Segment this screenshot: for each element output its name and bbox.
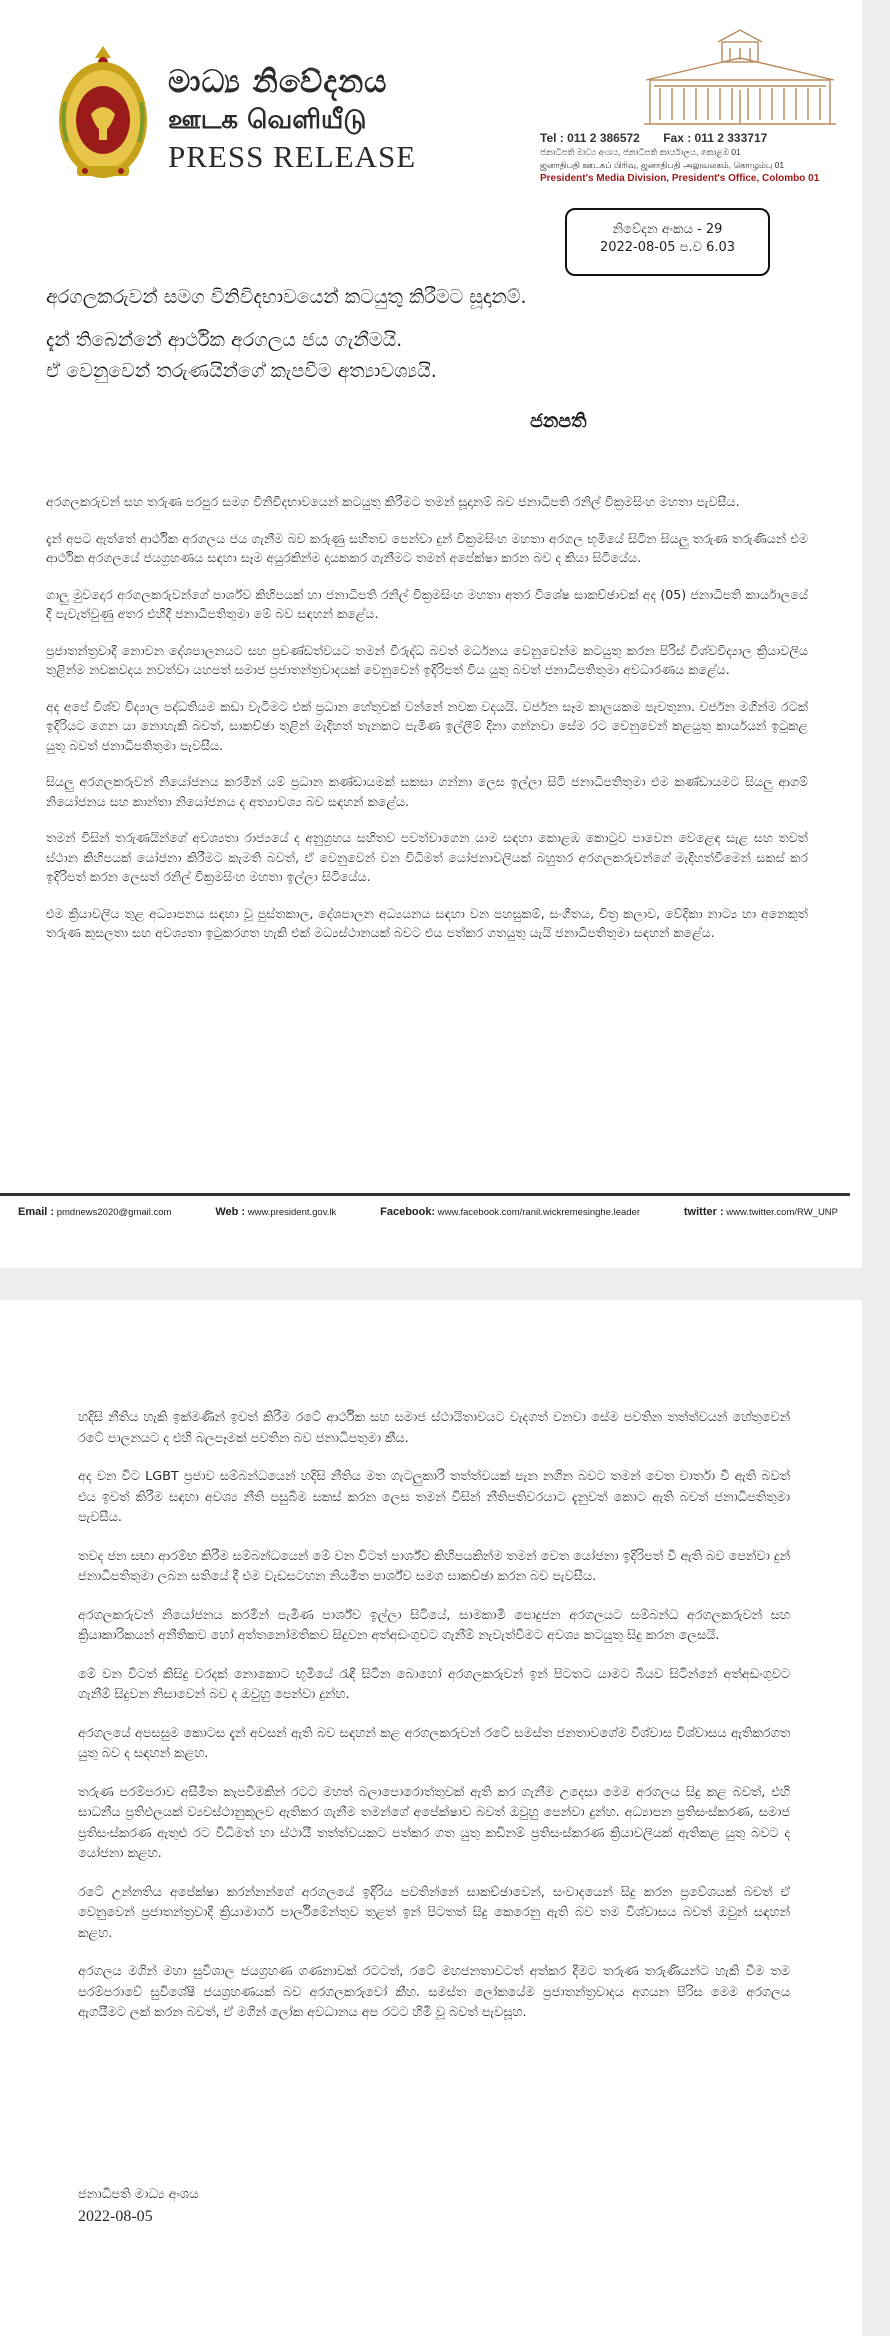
- sri-lanka-emblem-icon: [55, 42, 151, 182]
- paragraph: ප්‍රජාතන්ත්‍රවාදී නොවන දේශපාලනයට සහ ප්‍රචණ්ඩත්වයට තමන් විරුද්ධ බවත් මර්ධනය වෙනුවෙන්ම කටයුතු කරන පිරිස් විශ්වවිද්‍යාල ක්‍රියාවලිය තුළින්ම නවකවදය නවත්වා යහපත් සමාජ ප්‍රජාතන්ත්‍රවාදයක් වෙනුවෙන් ඉදිරිපත් විය යුතු බවත් ජනාධිපතිතුමා අවධාරණය කළේය.: [46, 642, 808, 677]
- address-english: President's Media Division, President's Office, Colombo 01: [540, 173, 820, 184]
- paragraph: තරුණ පරම්පරාව අසීමිත කැපවීමකින් රටට මහත් බලාපොරොත්තුවක් ඇති කර ගැනීම උදෙසා මෙම අරගලය සිදු කළ බවත්, එහි සාධනීය ප්‍රතිඵලයක් ව්‍යවස්ථානුකූලව ඇතිකර ගැනීම තමන්ගේ අපේක්ෂාව බවත් ඔවුහු පෙන්වා දුන්හ. අධ්‍යාපන ප්‍රතිසංස්කරණ, සමාජ ප්‍රතිසංස්කරණ ඇතුළු රට විධිමත් හා ස්ථායී තත්ත්වයකට පත්කර ගත යුතු කඩිනම් ප්‍රතිසංස්කරණ ක්‍රියාවලියක් ඇතිකළ යුතු බවට ද යෝජනා කළහ.: [78, 1784, 790, 1861]
- body-page-1: [46, 492, 808, 960]
- signature-office: ජනාධිපති මාධ්‍ය අංශය: [78, 2187, 199, 2202]
- headline-line-1: අරගලකරුවන් සමග විනිවිදභාවයෙන් කටයුතු කිරීමට සූදානම්.: [46, 286, 527, 308]
- paragraph: තවද ජන සභා ආරම්භ කිරීම සම්බන්ධයෙන් මේ වන විටත් පාර්ශ්ව කිහිපයකින්ම තමන් වෙත යෝජනා ඉදිරිපත් වී ඇති බව පෙන්වා දුන් ජනාධිපතිතුමා ලබන සතියේ දී එම වැඩසටහන නියමිත පාර්ශ්ව සමග සාකච්ඡා කරන බව පැවසීය.: [78, 1548, 790, 1584]
- paragraph: තමන් විසින් තරුණයින්ගේ අවශ්‍යතා රාජ්‍යයේ ද අනුග්‍රහය සහිතව පවත්වාගෙන යාම සඳහා කොළඹ කොටුව පාවෙන වෙළෙඳ සැළ සහ තවත් ස්ථාන කිහිපයක් යෝජනා කිරීමට කැමති බවත්, ඒ වෙනුවෙන් වන විධිමත් යෝජනාවලියක් බහුතර අරගලකරුවන්ගේ මැදිහත්වීමෙන් සකස් කර ඉදිරිපත් කරන ලෙසත් රනිල් වික්‍රමසිංහ මහතා ඉල්ලා සිටියේය.: [46, 830, 808, 884]
- paragraph: මේ වන විටත් කිසිදු වරදක් නොකොට භූමියේ රැඳී සිටින බොහෝ අරගලකරුවන් ඉන් පිටතට යාමට බියව සිටින්නේ අත්අඩංගුවට ගැනීම් සිදුවන නිසාවෙන් බව ද ඔවුහු පෙන්වා දුන්හ.: [78, 1666, 790, 1702]
- footer-facebook: Facebook: www.facebook.com/ranil.wickremesinghe.leader: [380, 1206, 641, 1218]
- paragraph: අරගලය මගින් මහා සුවිශාල ජයග්‍රහණ ගණනාවක් රටටත්, රටේ මහජනතාවටත් අත්කර දීමට තරුණ තරුණියන්ට හැකි වීම තම පරම්පරාවේ සුවිශේෂී ජයග්‍රහණයක් බව අරගලකරුවෝ කීහ. සමස්ත ලෝකයේම ප්‍රජාතන්ත්‍රවාදය අගයන පිරිස මෙම අරගලය ඇගයීමට ලක් කරන බවත්, ඒ මගින් ලෝක අවධානය අප රටට හිමි වූ බවත් පැවසූහ.: [78, 1964, 790, 2020]
- title-tamil: ஊடக வெளியீடு: [168, 105, 367, 135]
- footer-email: Email : pmdnews2020@gmail.com: [18, 1206, 172, 1218]
- release-number: නිවේදන අංකය - 29: [612, 222, 723, 237]
- paragraph: රටේ උන්නතිය අපේක්ෂා කරන්නන්ගේ අරගලයේ ඉදිරිය පවතින්නේ සාකච්ඡාවෙන්, සංවාදයෙන් සිදු කරන ප්‍රවේශයක් බවත් ඒ වෙනුවෙන් ප්‍රජාතන්ත්‍රවාදී ක්‍රියාමාර්ග පාර්ලිමේන්තුව තුළත් ඉන් පිටතත් සිදු කෙරෙනු ඇති බව තම විශ්වාසය බවත් ඔවුන් සඳහන් කළහ.: [78, 1884, 790, 1941]
- paragraph: අද වන විට LGBT ප්‍රජාව සම්බන්ධයෙන් හදිසි නීතිය මත ගැටලුකාරී තත්ත්වයක් පැන නගින බවට තමන් වෙත වාර්තා වී ඇති බවත් එය ඉවත් කිරීම සඳහා අවශ්‍ය නීති පසුබිම සකස් කරන ලෙස තමන් විසින් නීතිපතිවරයාට දැනුවත් කොට ඇති බවත් ජනාධිපතිතුමා පැවසීය.: [78, 1469, 790, 1525]
- address-sinhala: ජනාධිපති මාධ්‍ය අංශය, ජනාධිපති කාර්යාලය, කොළඹ 01: [540, 147, 741, 157]
- contact-details: [540, 130, 840, 185]
- header-titles: [168, 62, 416, 176]
- footer-twitter: twitter : www.twitter.com/RW_UNP: [683, 1206, 838, 1218]
- paragraph: සියලු අරගලකරුවන් නියෝජනය කරමින් යම් ප්‍රධාන කණ්ඩායමක් සකසා ගන්නා ලෙස ඉල්ලා සිටි ජනාධිපතිතුමා එම කණ්ඩායමට සියලු ආගම් නියෝජනය සහ කාන්තා නියෝජනය ද අත්‍යාවශ්‍ය බව සඳහන් කළේය.: [46, 774, 808, 809]
- paragraph: අරගලයේ අපසසුම කොටස දැන් අවසන් ඇති බව සඳහන් කළ අරගලකරුවන් රටේ සමස්ත ජනතාවගේම විශ්වාස විශ්වාසය ඇතිකරගත යුතු බව ද සඳහන් කළහ.: [78, 1725, 790, 1761]
- signature-block: [78, 2184, 199, 2228]
- paragraph: අද අපේ විශ්ව විද්‍යාල පද්ධතියම කඩා වැටීමට එක් ප්‍රධාන හේතුවක් වන්නේ නවක වදයයි. වර්ජන සෑම කාලයකම පැවතුනා. වර්ජන මගින්ම රටක් ඉදිරියට ගෙන යා නොහැකි බවත්, සාකච්ඡා තුළින් මැදිහත් තැනකට පැමිණ ඉල්ලීම් දිනා ගන්නවා සේම රට වෙනුවෙන් කළයුතු කාර්යයන් ඉටුකළ යුතු බවත් ජනාධිපතිතුමා පැවසීය.: [46, 698, 808, 753]
- reference-box: [565, 208, 770, 276]
- presidents-office-building-icon: [640, 28, 840, 132]
- title-sinhala: මාධ්‍ය නිවේදනය: [168, 64, 388, 100]
- paragraph: හදිසි නීතිය හැකි ඉක්මණින් ඉවත් කිරීම රටේ ආර්ථික සහ සමාජ ස්ථායිතාවයට වැදගත් වනවා සේම පවතින තත්ත්වයන් හේතුවෙන් රටේ පාලනයට ද එහි බලපෑමක් පවතින බව ජනාධිපතුමා කීය.: [78, 1410, 790, 1446]
- body-page-2: [78, 1408, 790, 2042]
- release-datetime: 2022-08-05 ප.ව 6.03: [599, 240, 736, 255]
- paragraph: ගාලු මුවදොර අරගලකරුවන්ගේ පාර්ශ්ව කිහිපයක් හා ජනාධිපති රනිල් වික්‍රමසිංහ මහතා අතර විශේෂ සාකච්ඡාවක් අද (05) ජනාධිපති කාර්යාලයේ දී පැවැත්වුණු අතර එහිදී ජනාධිපතිතුමා මේ බව සඳහන් කළේය.: [46, 586, 808, 621]
- press-release-page-2: [0, 1300, 862, 2336]
- fax-number: Fax : 011 2 333717: [663, 131, 768, 145]
- headline: [46, 282, 826, 387]
- address-tamil: ஜனாதிபதி ஊடகப் பிரிவு, ஜனாதிபதி அலுவலகம், கொழும்பு 01: [540, 160, 785, 170]
- paragraph: දැන් අපට ඇත්තේ ආර්ථික අරගලය ජය ගැනීම බව කරුණු සහිතව පෙන්වා දුන් වික්‍රමසිංහ මහතා අරගල භූමියේ සිටින සියලු තරුණ තරුණියන් එම ආර්ථික අරගලයේ ජයග්‍රහණය සඳහා සෑම අයුරකින්ම දායකකර ගැනීමට තමන් අපේක්ෂා කරන බව ද කියා සිටියේය.: [46, 530, 808, 565]
- byline: ජනපති: [530, 410, 587, 432]
- telephone-number: Tel : 011 2 386572: [540, 131, 640, 145]
- headline-line-3: ඒ වෙනුවෙන් තරුණයින්ගේ කැපවීම අත්‍යාවශ්‍යයි.: [46, 360, 437, 382]
- footer-web: Web : www.president.gov.lk: [215, 1206, 337, 1218]
- paragraph: අරගලකරුවන් නියෝජනය කරමින් පැමිණ පාර්ශ්ව ඉල්ලා සිටියේ, සාමකාමී පොදුජන අරගලයට සම්බන්ධ අරගලකරුවන් සහ ක්‍රියාකාරිකයන් අනීතිකව හෝ අත්තනෝමතිකව සිදුවන අත්අඩංගුවට ගැනීම් නැවැත්වීමට අවශ්‍ය කටයුතු සිදු කරන ලෙසයි.: [78, 1607, 790, 1643]
- footer-divider: [0, 1193, 850, 1196]
- paragraph: අරගලකරුවන් සහ තරුණ පරපුර සමග විනිවිදභාවයෙන් කටයුතු කිරීමට තමන් සූදානම් බව ජනාධිපති රනිල් වික්‍රමසිංහ මහතා පැවසීය.: [46, 494, 740, 509]
- footer: [18, 1206, 838, 1218]
- paragraph: එම ක්‍රියාවලිය තුළ අධ්‍යාපනය සඳහා වූ පුස්තකාල, දේශපාලන අධ්‍යයනය සඳහා වන පහසුකම්, සංගීතය, චිත්‍ර කලාව, වේදිකා නාට්‍ය හා අනෙකුත් තරුණ කුසලතා සහ අවශ්‍යතා ඉටුකරගත හැකි එක් මධ්‍යස්ථානයක් බවට එය පත්කර ගතයුතු යැයි ජනාධිපතිතුමා සඳහන් කළේය.: [46, 905, 808, 940]
- title-english: PRESS RELEASE: [168, 139, 417, 174]
- headline-line-2: දැන් තිබෙන්නේ ආර්ථික අරගලය ජය ගැනීමයි.: [46, 329, 403, 351]
- signature-date: 2022-08-05: [78, 2208, 153, 2225]
